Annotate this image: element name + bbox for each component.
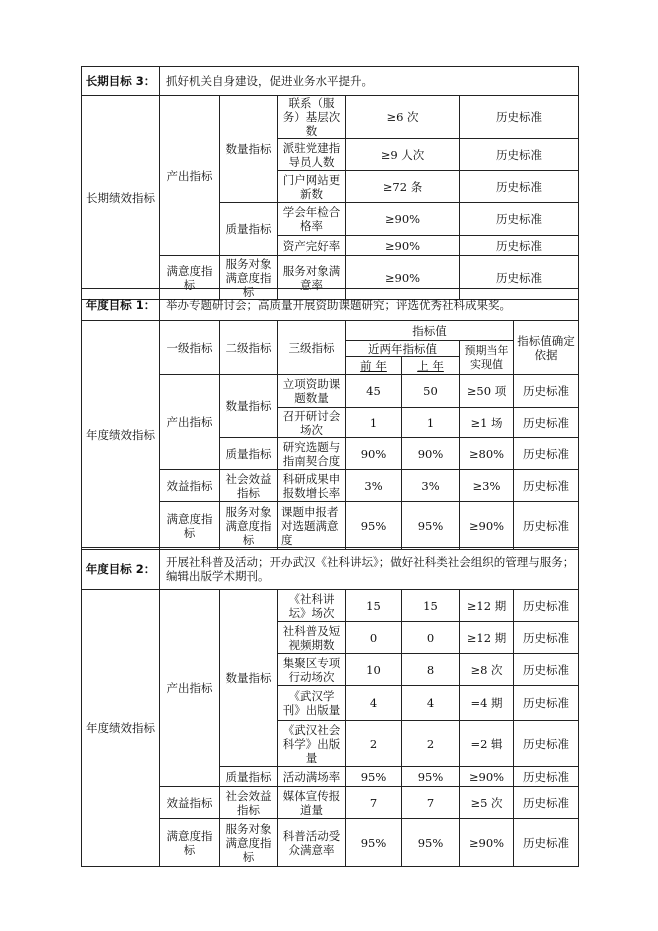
level2-cell: 服务对象满意度指标 bbox=[220, 819, 278, 867]
annual-goal-1-table bbox=[81, 288, 579, 550]
expected-value: =2 辑 bbox=[460, 721, 514, 767]
indicator-value: ≥90% bbox=[346, 203, 460, 236]
indicator-basis: 历史标准 bbox=[514, 767, 579, 787]
indicator-name: 学会年检合格率 bbox=[278, 203, 346, 236]
level1-cell: 满意度指标 bbox=[160, 256, 220, 300]
indicator-basis: 历史标准 bbox=[460, 203, 579, 236]
level2-cell: 数量指标 bbox=[220, 375, 278, 438]
indicator-name: 资产完好率 bbox=[278, 236, 346, 256]
level2-cell: 社会效益指标 bbox=[220, 470, 278, 502]
indicator-name: 集聚区专项行动场次 bbox=[278, 654, 346, 686]
prev-value: 2 bbox=[346, 721, 402, 767]
expected-value: ≥5 次 bbox=[460, 787, 514, 819]
indicator-basis: 历史标准 bbox=[514, 721, 579, 767]
prev-value: 95% bbox=[346, 767, 402, 787]
indicator-basis: 历史标准 bbox=[514, 819, 579, 867]
indicator-name: 派驻党建指导员人数 bbox=[278, 139, 346, 171]
expected-value: ≥90% bbox=[460, 819, 514, 867]
level1-cell: 产出指标 bbox=[160, 590, 220, 787]
level1-cell: 满意度指标 bbox=[160, 819, 220, 867]
prev-value: 7 bbox=[346, 787, 402, 819]
indicator-basis: 历史标准 bbox=[514, 787, 579, 819]
level1-cell: 效益指标 bbox=[160, 470, 220, 502]
last-value: 1 bbox=[402, 408, 460, 438]
indicator-basis: 历史标准 bbox=[514, 438, 579, 470]
indicator-value: ≥72 条 bbox=[346, 171, 460, 203]
indicator-value: ≥6 次 bbox=[346, 96, 460, 139]
prev-value: 15 bbox=[346, 590, 402, 622]
indicator-basis: 历史标准 bbox=[460, 236, 579, 256]
level1-cell: 效益指标 bbox=[160, 787, 220, 819]
level2-cell: 服务对象满意度指标 bbox=[220, 256, 278, 300]
indicator-name: 研究选题与指南契合度 bbox=[278, 438, 346, 470]
expected-value: ≥12 期 bbox=[460, 590, 514, 622]
last-value: 90% bbox=[402, 438, 460, 470]
expected-value: ≥12 期 bbox=[460, 622, 514, 654]
last-value: 95% bbox=[402, 502, 460, 550]
goal-label: 年度目标 2： bbox=[82, 548, 160, 590]
expected-value: ≥90% bbox=[460, 502, 514, 550]
header-level2: 二级指标 bbox=[220, 321, 278, 375]
prev-value: 10 bbox=[346, 654, 402, 686]
indicator-value: ≥9 人次 bbox=[346, 139, 460, 171]
header-last-year: 上 年 bbox=[402, 357, 460, 375]
indicator-name: 服务对象满意率 bbox=[278, 256, 346, 300]
indicator-name: 门户网站更新数 bbox=[278, 171, 346, 203]
goal-label: 长期目标 3： bbox=[82, 67, 160, 96]
indicator-name: 《武汉学刊》出版量 bbox=[278, 686, 346, 721]
goal-text: 举办专题研讨会；高质量开展资助课题研究；评选优秀社科成果奖。 bbox=[160, 289, 579, 321]
last-value: 3% bbox=[402, 470, 460, 502]
category-cell: 年度绩效指标 bbox=[82, 321, 160, 550]
indicator-basis: 历史标准 bbox=[514, 502, 579, 550]
level2-cell: 社会效益指标 bbox=[220, 787, 278, 819]
expected-value: ≥80% bbox=[460, 438, 514, 470]
indicator-basis: 历史标准 bbox=[514, 622, 579, 654]
annual-goal-2-table bbox=[81, 547, 579, 867]
header-recent-two: 近两年指标值 bbox=[346, 341, 460, 357]
indicator-basis: 历史标准 bbox=[514, 654, 579, 686]
long-term-goal-table bbox=[81, 66, 579, 300]
indicator-name: 媒体宣传报道量 bbox=[278, 787, 346, 819]
category-cell: 年度绩效指标 bbox=[82, 590, 160, 867]
indicator-name: 召开研讨会场次 bbox=[278, 408, 346, 438]
indicator-basis: 历史标准 bbox=[460, 96, 579, 139]
prev-value: 1 bbox=[346, 408, 402, 438]
level1-cell: 满意度指标 bbox=[160, 502, 220, 550]
header-level1: 一级指标 bbox=[160, 321, 220, 375]
level2-cell: 服务对象满意度指标 bbox=[220, 502, 278, 550]
prev-value: 0 bbox=[346, 622, 402, 654]
indicator-basis: 历史标准 bbox=[514, 375, 579, 408]
prev-value: 95% bbox=[346, 502, 402, 550]
header-prev-year: 前 年 bbox=[346, 357, 402, 375]
indicator-name: 科普活动受众满意率 bbox=[278, 819, 346, 867]
level2-cell: 质量指标 bbox=[220, 203, 278, 256]
last-value: 7 bbox=[402, 787, 460, 819]
last-value: 0 bbox=[402, 622, 460, 654]
last-value: 50 bbox=[402, 375, 460, 408]
last-value: 4 bbox=[402, 686, 460, 721]
goal-label: 年度目标 1： bbox=[82, 289, 160, 321]
level2-cell: 质量指标 bbox=[220, 767, 278, 787]
indicator-name: 科研成果申报数增长率 bbox=[278, 470, 346, 502]
indicator-name: 社科普及短视频期数 bbox=[278, 622, 346, 654]
prev-value: 95% bbox=[346, 819, 402, 867]
indicator-basis: 历史标准 bbox=[514, 686, 579, 721]
expected-value: ≥1 场 bbox=[460, 408, 514, 438]
indicator-value: ≥90% bbox=[346, 256, 460, 300]
expected-value: ≥8 次 bbox=[460, 654, 514, 686]
level1-cell: 产出指标 bbox=[160, 96, 220, 256]
last-value: 8 bbox=[402, 654, 460, 686]
prev-value: 3% bbox=[346, 470, 402, 502]
indicator-name: 活动满场率 bbox=[278, 767, 346, 787]
indicator-name: 课题申报者对选题满意度 bbox=[278, 502, 346, 550]
header-basis: 指标值确定依据 bbox=[514, 321, 579, 375]
category-cell: 长期绩效指标 bbox=[82, 96, 160, 300]
prev-value: 45 bbox=[346, 375, 402, 408]
indicator-basis: 历史标准 bbox=[460, 256, 579, 300]
indicator-name: 联系（服务）基层次数 bbox=[278, 96, 346, 139]
indicator-name: 立项资助课题数量 bbox=[278, 375, 346, 408]
level2-cell: 数量指标 bbox=[220, 96, 278, 203]
expected-value: ≥90% bbox=[460, 767, 514, 787]
expected-value: ≥50 项 bbox=[460, 375, 514, 408]
prev-value: 90% bbox=[346, 438, 402, 470]
header-expected: 预期当年实现值 bbox=[460, 341, 514, 375]
expected-value: ≥3% bbox=[460, 470, 514, 502]
last-value: 15 bbox=[402, 590, 460, 622]
indicator-basis: 历史标准 bbox=[514, 470, 579, 502]
indicator-basis: 历史标准 bbox=[460, 171, 579, 203]
indicator-basis: 历史标准 bbox=[514, 590, 579, 622]
indicator-basis: 历史标准 bbox=[514, 408, 579, 438]
level2-cell: 数量指标 bbox=[220, 590, 278, 767]
goal-text: 开展社科普及活动；开办武汉《社科讲坛》；做好社科类社会组织的管理与服务；编辑出版学术期刊。 bbox=[160, 548, 579, 590]
level2-cell: 质量指标 bbox=[220, 438, 278, 470]
expected-value: =4 期 bbox=[460, 686, 514, 721]
level1-cell: 产出指标 bbox=[160, 375, 220, 470]
header-index-value: 指标值 bbox=[346, 321, 514, 341]
indicator-name: 《武汉社会科学》出版量 bbox=[278, 721, 346, 767]
goal-text: 抓好机关自身建设，促进业务水平提升。 bbox=[160, 67, 579, 96]
indicator-value: ≥90% bbox=[346, 236, 460, 256]
last-value: 95% bbox=[402, 819, 460, 867]
header-level3: 三级指标 bbox=[278, 321, 346, 375]
last-value: 2 bbox=[402, 721, 460, 767]
indicator-basis: 历史标准 bbox=[460, 139, 579, 171]
last-value: 95% bbox=[402, 767, 460, 787]
indicator-name: 《社科讲坛》场次 bbox=[278, 590, 346, 622]
prev-value: 4 bbox=[346, 686, 402, 721]
